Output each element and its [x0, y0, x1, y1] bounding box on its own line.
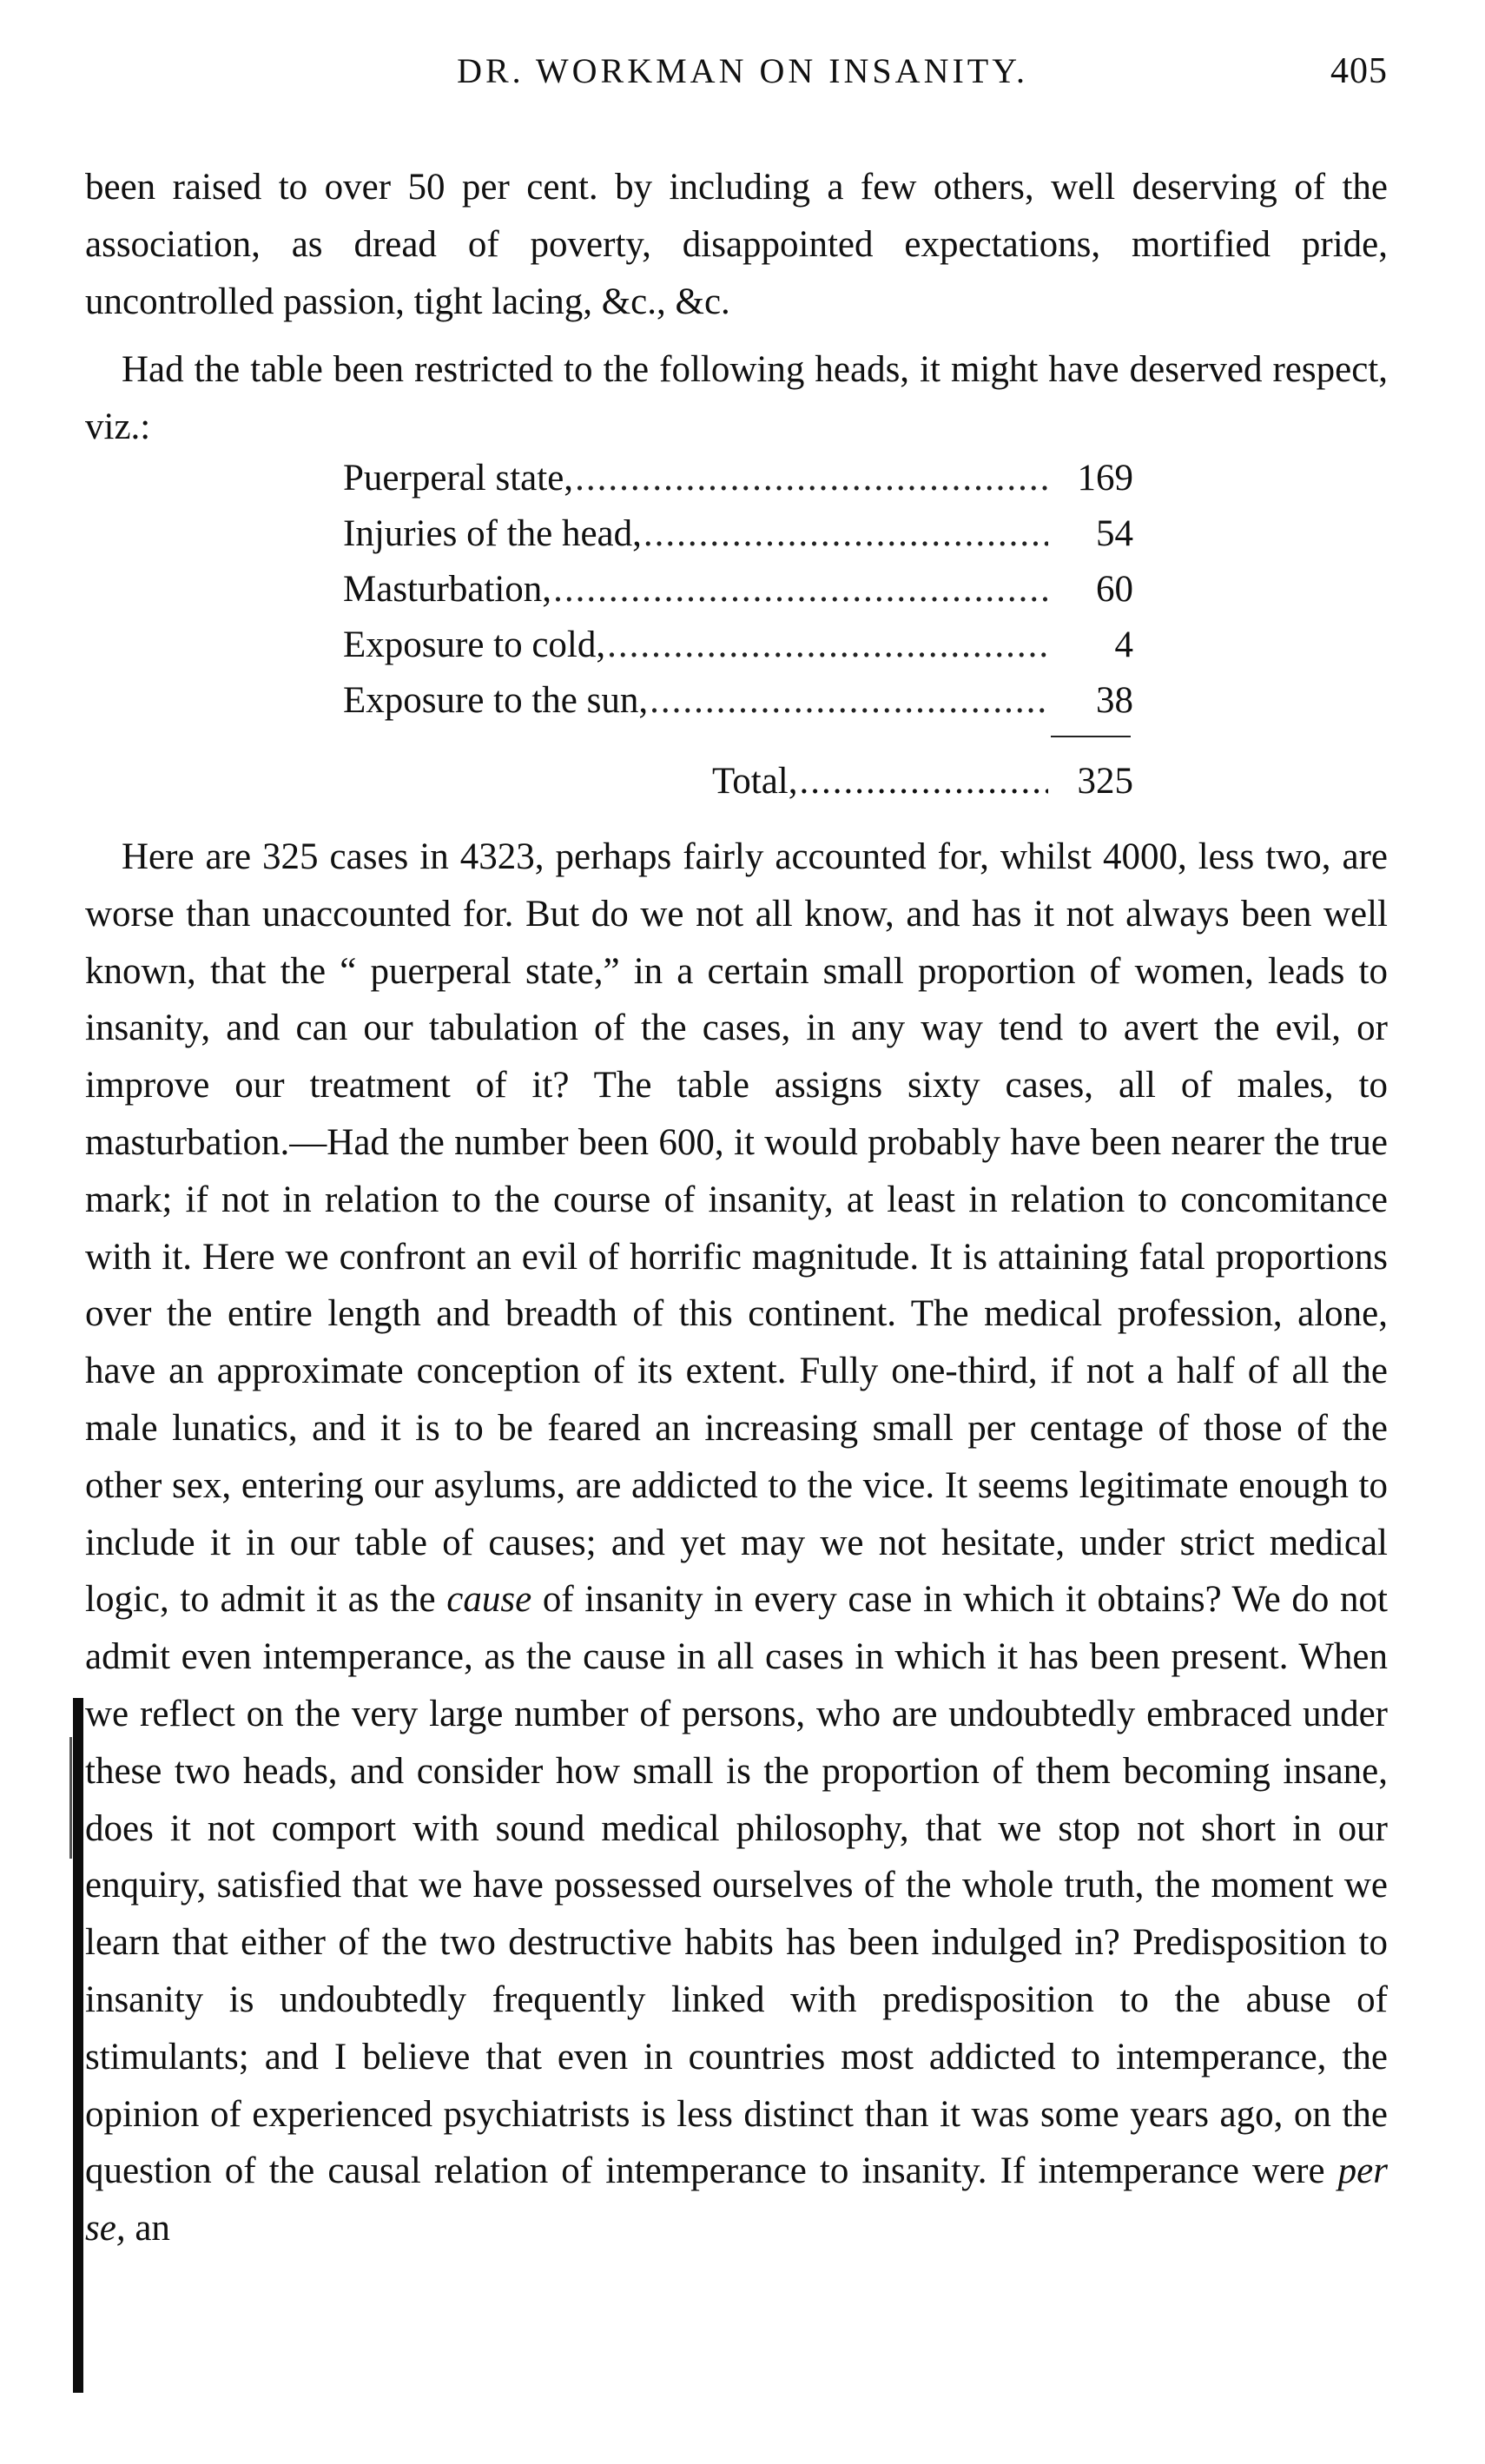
total-label: Total, [712, 761, 798, 802]
cause-label: Exposure to the sun, [343, 680, 649, 721]
cause-count: 60 [1096, 569, 1133, 610]
paragraph-3-text [85, 829, 1388, 2257]
page-header [0, 50, 1485, 111]
cause-count: 169 [1077, 458, 1133, 499]
margin-mark-thin [69, 1737, 72, 1859]
cause-count: 38 [1096, 680, 1133, 721]
paragraph-discussion [85, 829, 1388, 2257]
cause-label: Injuries of the head, [343, 513, 642, 554]
dot-leader [553, 562, 1048, 618]
paragraph-3-part-b: of insanity in every case in which it obtains? We do not admit even intemperance, as the cause in all cases in which it has been present. When we reflect on the very large number of persons, who are undoubtedly embraced under these two heads, and consider how small is the proportion of them becoming insane, does it not comport with sound medical philosophy, that we stop not short in our enquiry, satisfied that we have possessed ourselves of the whole truth, the moment we learn that either of the two destructive habits has been indulged in? Predisposition to insanity is undoubtedly frequently linked with predisposition to the abuse of stimulants; and I believe that even in countries most addicted to intemperance, the opinion of experienced psychiatrists is less distinct than it was some years ago, on the question of the causal relation of intemperance to insanity. If intemperance were [85, 1579, 1389, 2192]
dot-leader [607, 618, 1048, 673]
paragraph-table-intro [85, 341, 1388, 456]
table-row [343, 506, 1133, 562]
causes-table [343, 451, 1133, 729]
paragraph-3-part-a: Here are 325 cases in 4323, perhaps fairly accounted for, whilst 4000, less two, are worse than unaccounted for. But do we not all know, and has it not always been well known, that the “ puerperal state,” in a certain small proportion of women, leads to insanity, and can our tabulation of the cases, in any way tend to avert the evil, or improve our treatment of it? The table assigns sixty cases, all of males, to masturbation.—Had the number been 600, it would probably have been nearer the true mark; if not in relation to the course of insanity, at least in relation to concomitance with it. Here we confront an evil of horrific magnitude. It is attaining fatal proportions over the entire length and breadth of this continent. The medical profession, alone, have an approximate conception of its extent. Fully one-third, if not a half of all the male lunatics, and it is to be feared an increasing small per centage of those of the other sex, entering our asylums, are addicted to the vice. It seems legitimate enough to include it in our table of causes; and yet may we not hesitate, under strict medical logic, to admit it as the [85, 836, 1388, 1621]
table-total-row [712, 754, 1133, 809]
cause-count: 4 [1114, 624, 1133, 665]
table-row [343, 562, 1133, 618]
cause-label: Exposure to cold, [343, 624, 606, 665]
paragraph-1-text: been raised to over 50 per cent. by including a few others, well deserving of the association, as dread of poverty, disappointed expectations, mortified pride, uncontrolled passion, tight lacing, &c., &c. [85, 167, 1388, 322]
paragraph-2-text: Had the table been restricted to the following heads, it might have deserved respect, viz.: [85, 349, 1388, 447]
dot-leader [650, 673, 1048, 729]
table-row [343, 618, 1133, 673]
cause-label: Masturbation, [343, 569, 552, 610]
total-count: 325 [1077, 761, 1133, 802]
italic-cause: cause [446, 1579, 532, 1621]
margin-mark [73, 1698, 83, 2393]
total-rule [1051, 736, 1131, 737]
dot-leader [800, 754, 1049, 809]
italic-per-se: per se, [85, 2150, 1388, 2249]
paragraph-3-part-c: an [135, 2208, 170, 2249]
table-row [343, 673, 1133, 729]
cause-count: 54 [1096, 513, 1133, 554]
dot-leader [575, 451, 1048, 506]
dot-leader [644, 506, 1048, 562]
cause-label: Puerperal state, [343, 458, 574, 499]
paragraph-continuation [85, 159, 1388, 330]
table-row [343, 451, 1133, 506]
page-number: 405 [1330, 51, 1388, 91]
running-head: DR. WORKMAN ON INSANITY. [457, 51, 1028, 90]
